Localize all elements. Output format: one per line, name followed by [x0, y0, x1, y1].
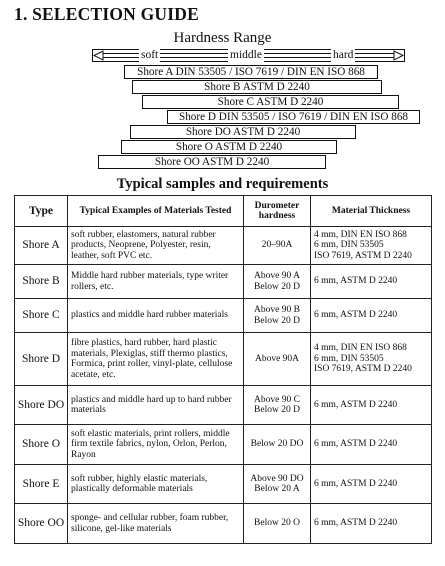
table-cell [68, 465, 244, 504]
header-thickness: Material Thickness [311, 196, 432, 227]
thickness-cell: 4 mm, DIN EN ISO 868 6 mm, DIN 53505 ISO 7619, ASTM D 2240 [314, 343, 412, 375]
table-cell [311, 386, 432, 425]
table-cell [244, 227, 311, 265]
examples-cell: soft rubber, elastomers, natural rubber products, Neoprene, Polyester, resin, leather, soft PVC etc. [71, 229, 216, 261]
table-cell [15, 227, 68, 265]
thickness-cell: 6 mm, ASTM D 2240 [314, 518, 398, 529]
type-cell: Shore DO [17, 398, 65, 411]
examples-cell: soft rubber, highly elastic materials, plastically deformable materials [71, 473, 208, 494]
header-examples: Typical Examples of Materials Tested [68, 196, 244, 227]
table-cell [244, 465, 311, 504]
thickness-cell: 4 mm, DIN EN ISO 868 6 mm, DIN 53505 ISO 7619, ASTM D 2240 [314, 229, 412, 261]
table-cell [68, 425, 244, 465]
table-cell [15, 465, 68, 504]
table-cell [68, 386, 244, 425]
examples-cell: plastics and middle hard rubber materials [71, 310, 228, 321]
range-bar-shore-do: Shore DO ASTM D 2240 [130, 125, 356, 139]
table-cell [311, 299, 432, 333]
table-row [15, 425, 432, 465]
examples-cell: Middle hard rubber materials, type writer rollers, etc. [71, 271, 229, 292]
table-cell [68, 504, 244, 544]
table-cell [15, 425, 68, 465]
type-cell: Shore E [22, 477, 60, 490]
selection-table [14, 195, 432, 544]
table-cell [68, 333, 244, 386]
range-bar-shore-a: Shore A DIN 53505 / ISO 7619 / DIN EN ISO 868 [124, 65, 378, 79]
durometer-cell: Above 90 B Below 20 D [254, 305, 300, 326]
table-cell [311, 227, 432, 265]
header-type: Type [15, 196, 68, 227]
range-bar-shore-b: Shore B ASTM D 2240 [132, 80, 382, 94]
thickness-cell: 6 mm, ASTM D 2240 [314, 276, 398, 287]
range-bar-shore-c: Shore C ASTM D 2240 [142, 95, 399, 109]
table-cell [311, 333, 432, 386]
page-heading: 1. SELECTION GUIDE [14, 4, 199, 24]
hardness-range-title: Hardness Range [173, 30, 272, 46]
table-cell [15, 504, 68, 544]
table-cell [68, 299, 244, 333]
scale-label-soft: soft [141, 49, 159, 61]
thickness-cell: 6 mm, ASTM D 2240 [314, 399, 398, 410]
thickness-cell: 6 mm, ASTM D 2240 [314, 478, 398, 489]
table-row [15, 386, 432, 425]
table-cell [68, 227, 244, 265]
scale-label-hard: hard [333, 49, 354, 61]
durometer-cell: Below 20 O [254, 518, 300, 529]
durometer-cell: Above 90 C Below 20 D [254, 394, 300, 415]
header-durometer: Durometer hardness [244, 196, 311, 227]
table-cell [311, 265, 432, 299]
table-row [15, 299, 432, 333]
table-cell [15, 333, 68, 386]
table-cell [244, 265, 311, 299]
range-bar-shore-d: Shore D DIN 53505 / ISO 7619 / DIN EN ISO 868 [167, 110, 420, 124]
table-cell [68, 265, 244, 299]
range-bar-shore-oo: Shore OO ASTM D 2240 [98, 155, 326, 169]
durometer-cell: Above 90 DO Below 20 A [250, 473, 304, 494]
table-cell [244, 299, 311, 333]
examples-cell: fibre plastics, hard rubber, hard plastic materials, Plexiglas, stiff thermo plastics, Formica, print roller, vinyl-plate, cellulose acetate, etc. [71, 338, 233, 380]
examples-cell: plastics and middle hard up to hard rubber materials [71, 394, 232, 415]
type-cell: Shore A [22, 239, 60, 252]
thickness-cell: 6 mm, ASTM D 2240 [314, 439, 398, 450]
table-cell [311, 465, 432, 504]
examples-cell: soft elastic materials, print rollers, middle firm textile fabrics, nylon, Orlon, Perlon, Rayon [71, 428, 230, 460]
durometer-cell: Above 90 A Below 20 D [254, 271, 300, 292]
type-cell: Shore C [22, 309, 60, 322]
table-cell [15, 299, 68, 333]
thickness-cell: 6 mm, ASTM D 2240 [314, 310, 398, 321]
table-row [15, 333, 432, 386]
table-row [15, 465, 432, 504]
range-bar-shore-o: Shore O ASTM D 2240 [121, 140, 337, 154]
table-cell [311, 425, 432, 465]
durometer-cell: 20–90A [261, 240, 293, 251]
table-cell [15, 386, 68, 425]
type-cell: Shore O [21, 438, 60, 451]
durometer-cell: Below 20 DO [250, 439, 304, 450]
table-cell [311, 504, 432, 544]
durometer-cell: Above 90A [254, 353, 300, 364]
type-cell: Shore D [21, 352, 60, 365]
type-cell: Shore B [22, 275, 60, 288]
typical-samples-title: Typical samples and requirements [116, 176, 329, 192]
table-row [15, 227, 432, 265]
table-cell [244, 504, 311, 544]
table-cell [244, 333, 311, 386]
table-row [15, 504, 432, 544]
type-cell: Shore OO [17, 517, 65, 530]
scale-label-middle: middle [230, 49, 262, 61]
table-cell [244, 386, 311, 425]
examples-cell: sponge- and cellular rubber, foam rubber, silicone, gel-like materials [71, 513, 229, 534]
table-header-row [15, 196, 432, 227]
table-cell [15, 265, 68, 299]
table-row [15, 265, 432, 299]
table-cell [244, 425, 311, 465]
hardness-scale-arrow [92, 49, 405, 62]
